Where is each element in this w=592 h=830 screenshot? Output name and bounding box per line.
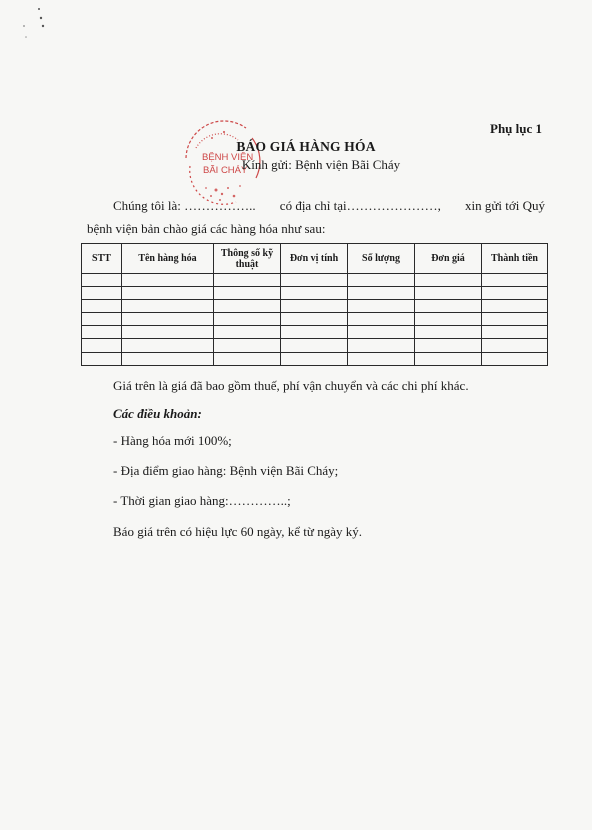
header-total: Thành tiền [482,244,548,274]
table-cell [348,274,415,287]
annex-label: Phụ lục 1 [490,121,543,136]
clause-delivery-location: - Địa điểm giao hàng: Bệnh viện Bãi Cháy; [113,463,339,478]
header-quantity: Số lượng [348,244,415,274]
table-cell [415,300,482,313]
table-cell [281,287,348,300]
table-cell [82,313,122,326]
table-cell [214,287,281,300]
table-cell [214,339,281,352]
recipient-line: Kính gửi: Bệnh viện Bãi Cháy [241,157,401,172]
table-row [82,326,548,339]
stamp-line-1: BỆNH VIỆN [202,152,254,163]
table-cell [281,313,348,326]
header-stt: STT [82,244,122,274]
table-cell [281,300,348,313]
table-cell [482,352,548,365]
table-row [82,287,548,300]
terms-heading: Các điều khoản: [113,406,202,421]
table-cell [482,287,548,300]
table-header-row [82,244,548,274]
table-cell [482,300,548,313]
table-cell [122,313,214,326]
intro-line-1 [113,198,545,214]
table-cell [214,326,281,339]
table-cell [122,339,214,352]
clause-delivery-time: - Thời gian giao hàng:…………..; [113,493,291,508]
table-cell [348,352,415,365]
table-cell [82,287,122,300]
table-cell [122,300,214,313]
table-cell [281,274,348,287]
header-unit: Đơn vị tính [281,244,348,274]
table-row [82,274,548,287]
table-cell [214,274,281,287]
table-cell [82,339,122,352]
table-cell [415,339,482,352]
table-cell [281,352,348,365]
table-cell [122,352,214,365]
header-specs: Thông số kỹ thuật [214,244,281,274]
stamp-line-2: BÃI CHÁY [203,165,248,176]
header-unit-price: Đơn giá [415,244,482,274]
table-cell [122,287,214,300]
clause-new-goods: - Hàng hóa mới 100%; [113,433,232,448]
table-row [82,300,548,313]
table-cell [482,339,548,352]
table-cell [415,352,482,365]
scan-specks [16,6,56,46]
table-cell [348,313,415,326]
table-cell [214,313,281,326]
table-cell [415,274,482,287]
table-body [82,274,548,366]
intro-part-3: xin gửi tới Quý [464,198,545,213]
table-cell [82,352,122,365]
intro-line-2: bệnh viện bản chào giá các hàng hóa như sau: [87,221,326,236]
table-cell [415,313,482,326]
table-cell [415,326,482,339]
table-cell [348,287,415,300]
document-title: BÁO GIÁ HÀNG HÓA [236,139,376,154]
price-note: Giá trên là giá đã bao gồm thuế, phí vận chuyển và các chi phí khác. [113,378,469,393]
table-cell [82,326,122,339]
table-cell [214,352,281,365]
table-cell [281,339,348,352]
table-cell [281,326,348,339]
intro-part-2: có địa chỉ tại…………………, [279,198,441,213]
table-row [82,352,548,365]
table-cell [415,287,482,300]
table-cell [482,313,548,326]
header-product-name: Tên hàng hóa [122,244,214,274]
intro-part-1: Chúng tôi là: …………….. [113,198,256,213]
table-cell [482,274,548,287]
table-cell [122,326,214,339]
table-cell [482,326,548,339]
clause-validity: Báo giá trên có hiệu lực 60 ngày, kể từ ngày ký. [113,524,362,539]
table-cell [214,300,281,313]
table-cell [82,274,122,287]
table-row [82,339,548,352]
table-cell [348,339,415,352]
table-row [82,313,548,326]
table-cell [82,300,122,313]
table-cell [348,326,415,339]
quote-table [81,243,548,366]
table-cell [348,300,415,313]
table-cell [122,274,214,287]
